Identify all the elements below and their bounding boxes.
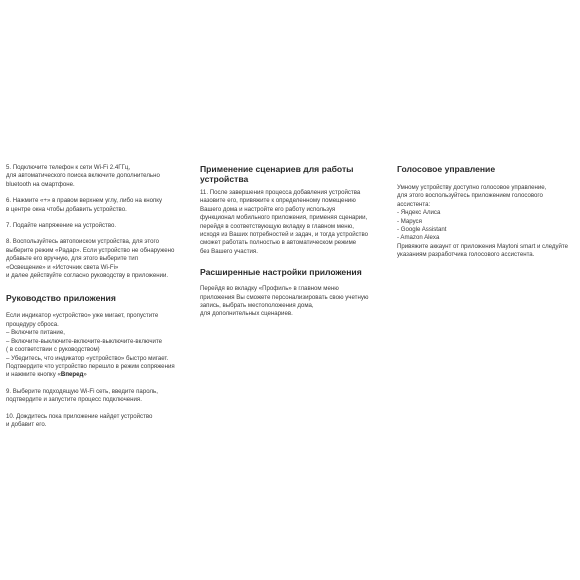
forward-button-label: Вперед	[60, 371, 84, 379]
reset-procedure-end: »	[83, 371, 87, 379]
advanced-settings-heading: Расширенные настройки приложения	[200, 267, 362, 278]
step-8-text: 8. Воспользуйтесь автопоиском устройства, для этого выберите режим «Радар». Если устройство не обнаружено добавьте его вручную, для этого выберите тип «Освещение» и «Источник света Wi-Fi» и далее действуйте согласно руководству в приложении.	[6, 238, 175, 280]
profile-settings-text: Перейдя во вкладку «Профиль» в главном меню приложения Вы сможете персонализировать свою учетную запись, выбрать местоположения дома, для дополнительных сценариев.	[200, 285, 369, 318]
scenarios-heading: Применение сценариев для работы устройства	[200, 164, 354, 184]
reset-procedure-body: Если индикатор «устройство» уже мигает, пропустите процедуру сброса. – Включите питание, – Включите-выключите-включите-выключите-включите ( в соответствии с руководством) – Убедитесь, что индикатор «устройство» быстро мигает. Подтвердите что устройство перешло в режим сопряжения и нажмите кнопку «	[6, 312, 175, 379]
step-6-text: 6. Нажмите «+» в правом верхнем углу, либо на кнопку в центре окна чтобы добавить устройство.	[6, 197, 163, 213]
voice-control-text: Умному устройству доступно голосовое управление, для этого воспользуйтесь приложением голосового ассистента: - Яндекс Алиса - Маруся - Google Assistant - Amazon Alexa Привяжите аккаунт от приложения Maytoni smart и следуйте указаниям разработчика голосового ассистента.	[397, 184, 569, 259]
step-7-text: 7. Подайте напряжение на устройство.	[6, 222, 117, 230]
column-right	[397, 164, 575, 260]
app-guide-heading: Руководство приложения	[6, 293, 116, 304]
step-9-text: 9. Выберите подходящую Wi-Fi сеть, введите пароль, подтвердите и запустите процесс подключения.	[6, 387, 158, 404]
column-left	[6, 164, 194, 429]
step-10-text: 10. Дождитесь пока приложение найдет устройство и добавит его.	[6, 412, 153, 428]
voice-control-heading: Голосовое управление	[397, 164, 496, 174]
column-middle	[200, 164, 380, 319]
reset-procedure-text	[6, 312, 194, 379]
step-11-text: 11. После завершения процесса добавления устройства назовите его, привяжите к определенному помещению Вашего дома и настройте его работу используя функционал мобильного приложения, применяя сценарии, перейдя в соответствующую вкладку в главном меню, исходя из Ваших потребностей и задач, и тогда устройство сможет работать полностью в автоматическом режиме без Вашего участия.	[200, 189, 369, 255]
step-5-text: 5. Подключите телефон к сети Wi-Fi 2.4ГГц, для автоматического поиска включите дополнительно bluetooth на смартфоне.	[6, 164, 160, 188]
